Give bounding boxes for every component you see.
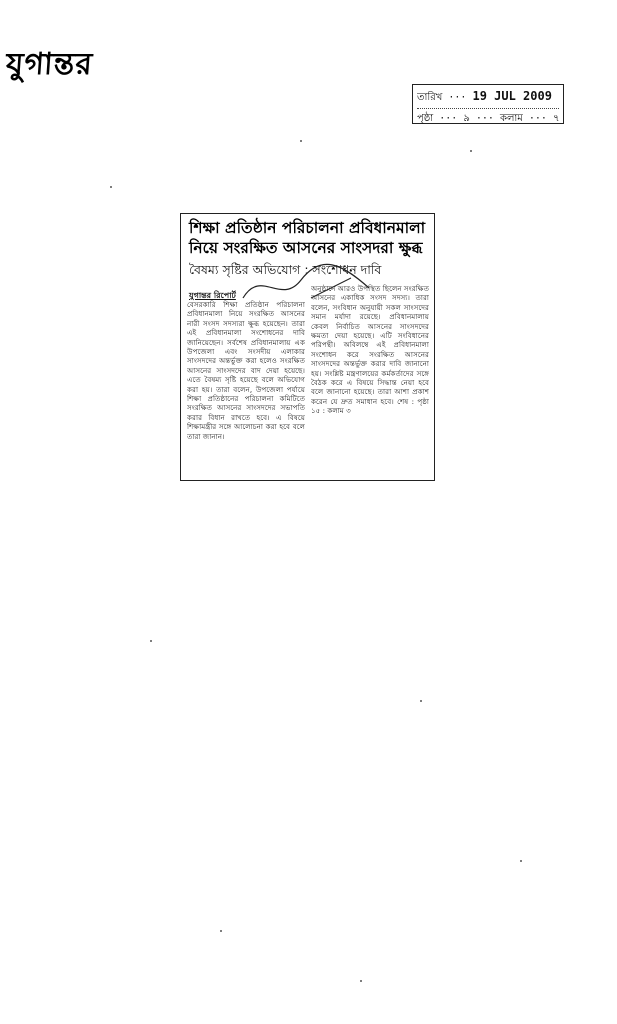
newspaper-masthead: যুগান্তর (4, 47, 95, 82)
scan-speck (420, 700, 422, 702)
date-row: তারিখ ··· 19 JUL 2009 (417, 89, 552, 103)
scan-speck (300, 140, 302, 142)
page-label: পৃষ্ঠা (417, 113, 434, 124)
date-value: 19 JUL 2009 (472, 89, 552, 103)
scan-speck (150, 640, 152, 642)
newspaper-clipping (180, 213, 435, 481)
column-value: ৭ (552, 113, 559, 124)
scan-speck (110, 186, 112, 188)
column-label: কলাম (499, 113, 523, 124)
article-body-left: বেসরকারি শিক্ষা প্রতিষ্ঠান পরিচালনা প্রবিধানমালা নিয়ে সংরক্ষিত আসনের নারী সংসদ সদস্যরা ক্ষুব্ধ হয়েছেন। তারা এই প্রবিধানমালা সংশোধনের দাবি জানিয়েছেন। সর্বশেষ প্রবিধানমালায় এক উপজেলা এবং সংসদীয় এলাকার সাংসদদের অন্তর্ভুক্ত করা হলেও সংরক্ষিত আসনের সাংসদদের বাদ দেয়া হয়েছে। এতে বৈষম্য সৃষ্টি হয়েছে বলে অভিযোগ করা হয়। তারা বলেন, উপজেলা পর্যায়ে শিক্ষা প্রতিষ্ঠানের পরিচালনা কমিটিতে সংরক্ষিত আসনের সাংসদদের সভাপতি করার বিধান রাখতে হবে। এ বিষয়ে শিক্ষামন্ত্রীর সঙ্গে আলোচনা করা হবে বলে তারা জানান। (187, 300, 305, 441)
scan-speck (470, 150, 472, 152)
date-label: তারিখ (417, 92, 443, 103)
scan-speck (520, 860, 522, 862)
page-column-row: পৃষ্ঠা ··· ৯ ··· কলাম ··· ৭ (417, 108, 559, 128)
article-headline: শিক্ষা প্রতিষ্ঠান পরিচালনা প্রবিধানমালা নিয়ে সংরক্ষিত আসনের সাংসদরা ক্ষুব্ধ (189, 219, 426, 257)
date-stamp (412, 84, 564, 124)
page-value: ৯ (463, 113, 470, 124)
scan-speck (360, 980, 362, 982)
article-subhead: বৈষম্য সৃষ্টির অভিযোগ : সংশোধন দাবি (189, 262, 382, 277)
scan-speck (220, 930, 222, 932)
article-byline: যুগান্তর রিপোর্ট (189, 291, 236, 300)
article-body-right: অনুষ্ঠানে আরও উপস্থিত ছিলেন সংরক্ষিত আসনের একাধিক সংসদ সদস্য। তারা বলেন, সংবিধান অনুযায়ী সকল সাংসদের সমান মর্যাদা রয়েছে। প্রবিধানমালায় কেবল নির্বাচিত আসনের সাংসদদের ক্ষমতা দেয়া হয়েছে। এটি সংবিধানের পরিপন্থী। অবিলম্বে এই প্রবিধানমালা সংশোধন করে সংরক্ষিত আসনের সাংসদদের অন্তর্ভুক্ত করার দাবি জানানো হয়। সংশ্লিষ্ট মন্ত্রণালয়ের কর্মকর্তাদের সঙ্গে বৈঠক করে এ বিষয়ে সিদ্ধান্ত নেয়া হবে বলে জানানো হয়েছে। তারা আশা প্রকাশ করেন যে দ্রুত সমাধান হবে। শেষ : পৃষ্ঠা ১৫ : কলাম ৩ (311, 284, 429, 416)
